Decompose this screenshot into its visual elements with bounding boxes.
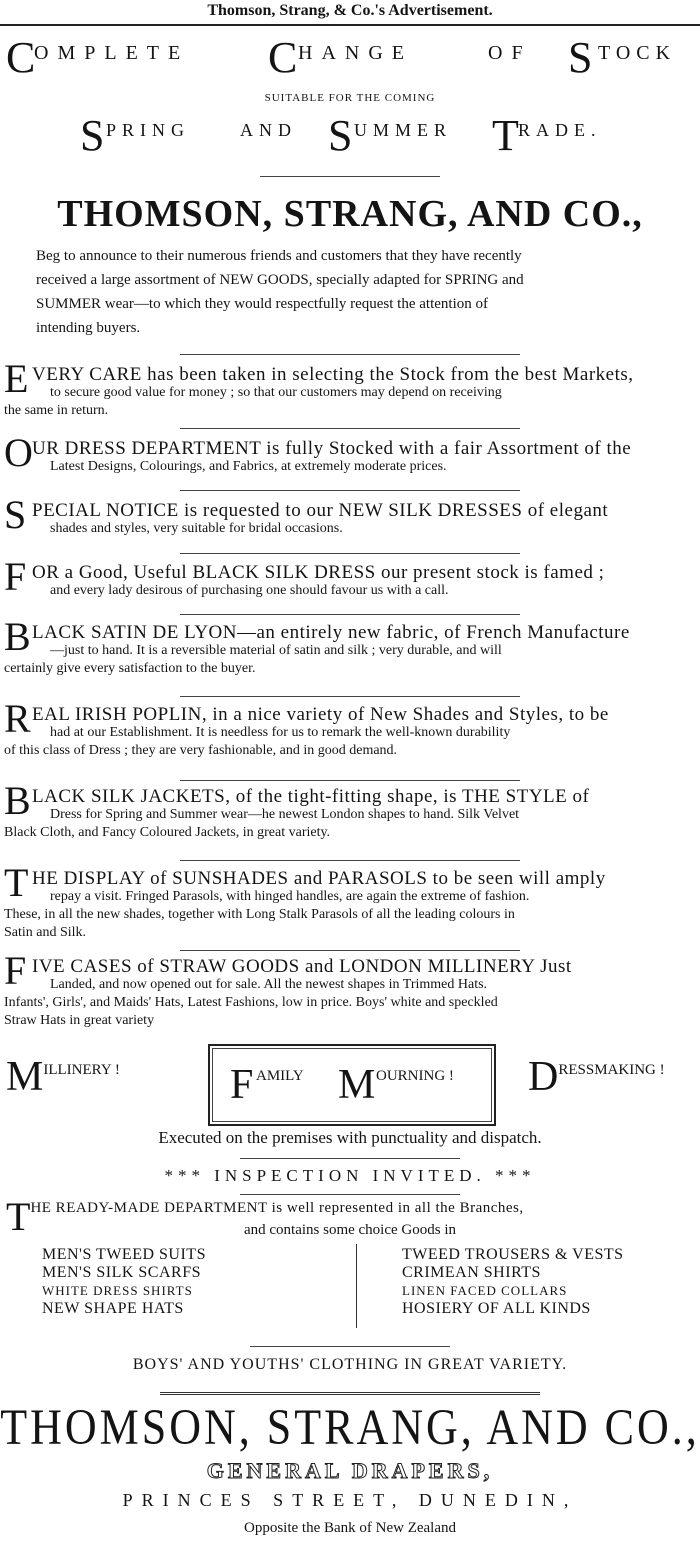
notice-sunshades: THE DISPLAY of SUNSHADES and PARASOLS to be seen will amply repay a visit. Fringed Parasols, with hinged handles, are again the extreme of fashion. These, in all the new shades, together with Long Stalk Parasols of all the leading colours in Satin and Silk. [4, 868, 606, 940]
notice-silk-jackets: BLACK SILK JACKETS, of the tight-fitting shape, is THE STYLE of Dress for Spring and Summer wear—he newest London shapes to hand. Silk Velvet Black Cloth, and Fancy Coloured Jackets, in great variety. [4, 786, 590, 840]
service-dressmaking: DRESSMAKING ! [528, 1054, 665, 1100]
headline-sub: SUITABLE FOR THE COMING [264, 92, 436, 104]
headline-initial-s: S [568, 33, 593, 82]
headline-line1 [6, 34, 696, 86]
list-divider [356, 1244, 357, 1328]
list-item: WHITE DRESS SHIRTS [42, 1283, 193, 1298]
notice-irish-poplin: REAL IRISH POPLIN, in a nice variety of New Shades and Styles, to be had at our Establishment. It is needless for us to remark the well-known durability of this class of Dress ; they are very fashionable, and in good demand. [4, 704, 609, 758]
headline-line2: S PRING AND S UMMER T RADE. [80, 111, 602, 160]
boys-clothing: BOYS' AND YOUTHS' CLOTHING IN GREAT VARIETY. [132, 1356, 568, 1373]
list-item: HOSIERY OF ALL KINDS [402, 1300, 591, 1317]
headline-word-4: TOCK [598, 42, 677, 64]
family-mourning-box: F AMILY M OURNING ! [208, 1044, 496, 1126]
readymade-sub: and contains some choice Goods in [243, 1222, 457, 1238]
inspection-invited: *** INSPECTION INVITED. *** [164, 1166, 536, 1185]
list-item: MEN'S TWEED SUITS [42, 1246, 206, 1263]
notice-dress-department: OUR DRESS DEPARTMENT is fully Stocked with a fair Assortment of the Latest Designs, Colourings, and Fabrics, at extremely moderate prices. [4, 438, 632, 475]
headline-word-3: OF [488, 42, 532, 64]
list-item: MEN'S SILK SCARFS [42, 1264, 201, 1281]
list-item: LINEN FACED COLLARS [402, 1283, 568, 1298]
readymade-heading: THE READY-MADE DEPARTMENT is well represented in all the Branches, [6, 1194, 524, 1239]
executed-text: Executed on the premises with punctuality and dispatch. [158, 1128, 542, 1147]
headline-initial-c: C [6, 33, 36, 82]
headline-word-2: HANGE [298, 42, 413, 64]
intro-text: Beg to announce to their numerous friends and customers that they have recently received a large assortment of NEW GOODS, specially adapted for SPRING and SUMMER wear—to which they would respectfully request the attention of intending buyers. [36, 248, 524, 336]
notice-straw-goods: FIVE CASES of STRAW GOODS and LONDON MILLINERY Just Landed, and now opened out for sale. All the newest shapes in Trimmed Hats. Infants', Girls', and Maids' Hats, Latest Fashions, low in price. Boys' white and speckled Straw Hats in great variety [4, 956, 572, 1028]
list-item: NEW SHAPE HATS [42, 1300, 184, 1317]
service-millinery: MILLINERY ! [6, 1054, 120, 1100]
readymade-list-left [42, 1246, 342, 1318]
readymade-list-right [402, 1246, 692, 1318]
notice-satin-de-lyon: BLACK SATIN DE LYON—an entirely new fabric, of French Manufacture —just to hand. It is a reversible material of satin and silk ; very durable, and will certainly give every satisfaction to the buyer. [4, 622, 630, 676]
list-item: TWEED TROUSERS & VESTS [402, 1246, 624, 1263]
page-header: Thomson, Strang, & Co.'s Advertisement. [207, 2, 493, 19]
footer-address: PRINCES STREET, DUNEDIN, [122, 1490, 578, 1510]
footer-firm: THOMSON, STRANG, AND CO., [0, 1399, 700, 1456]
list-item: CRIMEAN SHIRTS [402, 1264, 541, 1281]
notice-special: SPECIAL NOTICE is requested to our NEW SILK DRESSES of elegant shades and styles, very suitable for bridal occasions. [4, 500, 609, 537]
notice-black-silk-dress: FOR a Good, Useful BLACK SILK DRESS our present stock is famed ; and every lady desirous of purchasing one should favour us with a call. [4, 562, 605, 599]
headline-word-1: OMPLETE [34, 42, 190, 64]
headline-initial-c2: C [268, 33, 298, 82]
firm-name: THOMSON, STRANG, AND CO., [57, 193, 643, 235]
footer-opposite: Opposite the Bank of New Zealand [243, 1520, 457, 1536]
footer-trade: GENERAL DRAPERS, [206, 1458, 494, 1483]
notice-every-care: EVERY CARE has been taken in selecting the Stock from the best Markets, to secure good value for money ; so that our customers may depend on receiving the same in return. [4, 364, 634, 418]
